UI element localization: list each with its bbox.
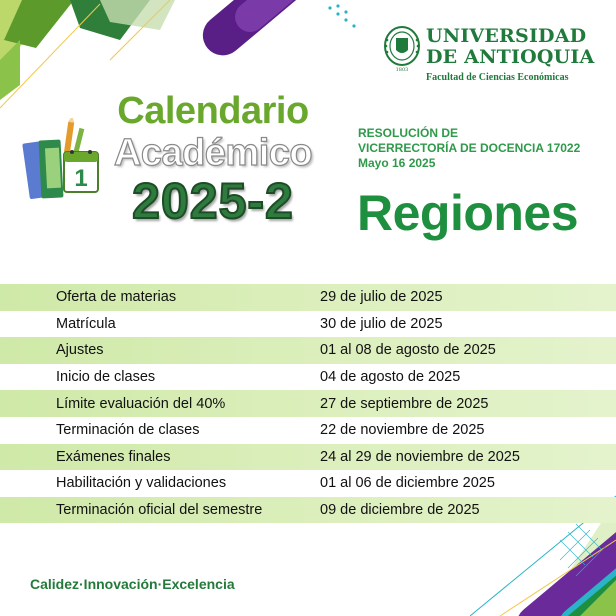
event-label: Ajustes (56, 342, 104, 359)
event-date: 01 al 06 de diciembre 2025 (320, 475, 495, 492)
table-row (0, 470, 616, 497)
resolution-text (358, 126, 580, 171)
table-row (0, 390, 616, 417)
event-date: 30 de julio de 2025 (320, 315, 443, 332)
university-seal-icon (382, 26, 422, 72)
event-label: Inicio de clases (56, 369, 156, 386)
table-row (0, 337, 616, 364)
resolution-date: Mayo 16 2025 (358, 156, 436, 170)
region-title: Regiones (357, 185, 579, 241)
title-period: 2025-2 (132, 173, 294, 229)
svg-text:1803: 1803 (395, 67, 409, 72)
university-name: UNIVERSIDAD DE ANTIOQUIA (426, 25, 595, 68)
table-row (0, 497, 616, 524)
event-label: Terminación de clases (56, 422, 200, 439)
table-row (0, 311, 616, 338)
event-date: 01 al 08 de agosto de 2025 (320, 342, 496, 359)
resolution-line-1: RESOLUCIÓN DE (358, 126, 459, 140)
event-date: 24 al 29 de noviembre de 2025 (320, 448, 520, 465)
calendar-title (98, 90, 328, 229)
event-label: Oferta de materias (56, 289, 177, 306)
event-label: Habilitación y validaciones (56, 475, 227, 492)
title-academico: Académico (113, 132, 313, 174)
event-date: 29 de julio de 2025 (320, 289, 443, 306)
event-date: 04 de agosto de 2025 (320, 369, 461, 386)
resolution-line-2: VICERRECTORÍA DE DOCENCIA 17022 (358, 141, 581, 155)
event-date: 22 de noviembre de 2025 (320, 422, 485, 439)
event-label: Matrícula (56, 315, 116, 332)
faculty-name: Facultad de Ciencias Económicas (426, 72, 569, 83)
svg-text:1: 1 (74, 165, 88, 192)
table-row (0, 444, 616, 471)
table-row (0, 364, 616, 391)
schedule-table (0, 284, 616, 523)
event-label: Terminación oficial del semestre (56, 502, 263, 519)
event-label: Límite evaluación del 40% (56, 395, 226, 412)
event-label: Exámenes finales (56, 448, 171, 465)
table-row (0, 417, 616, 444)
title-calendario: Calendario (117, 90, 309, 132)
slogan: Calidez·Innovación·Excelencia (30, 576, 235, 592)
university-header (380, 22, 600, 86)
table-row (0, 284, 616, 311)
event-date: 09 de diciembre de 2025 (320, 502, 480, 519)
event-date: 27 de septiembre de 2025 (320, 395, 489, 412)
